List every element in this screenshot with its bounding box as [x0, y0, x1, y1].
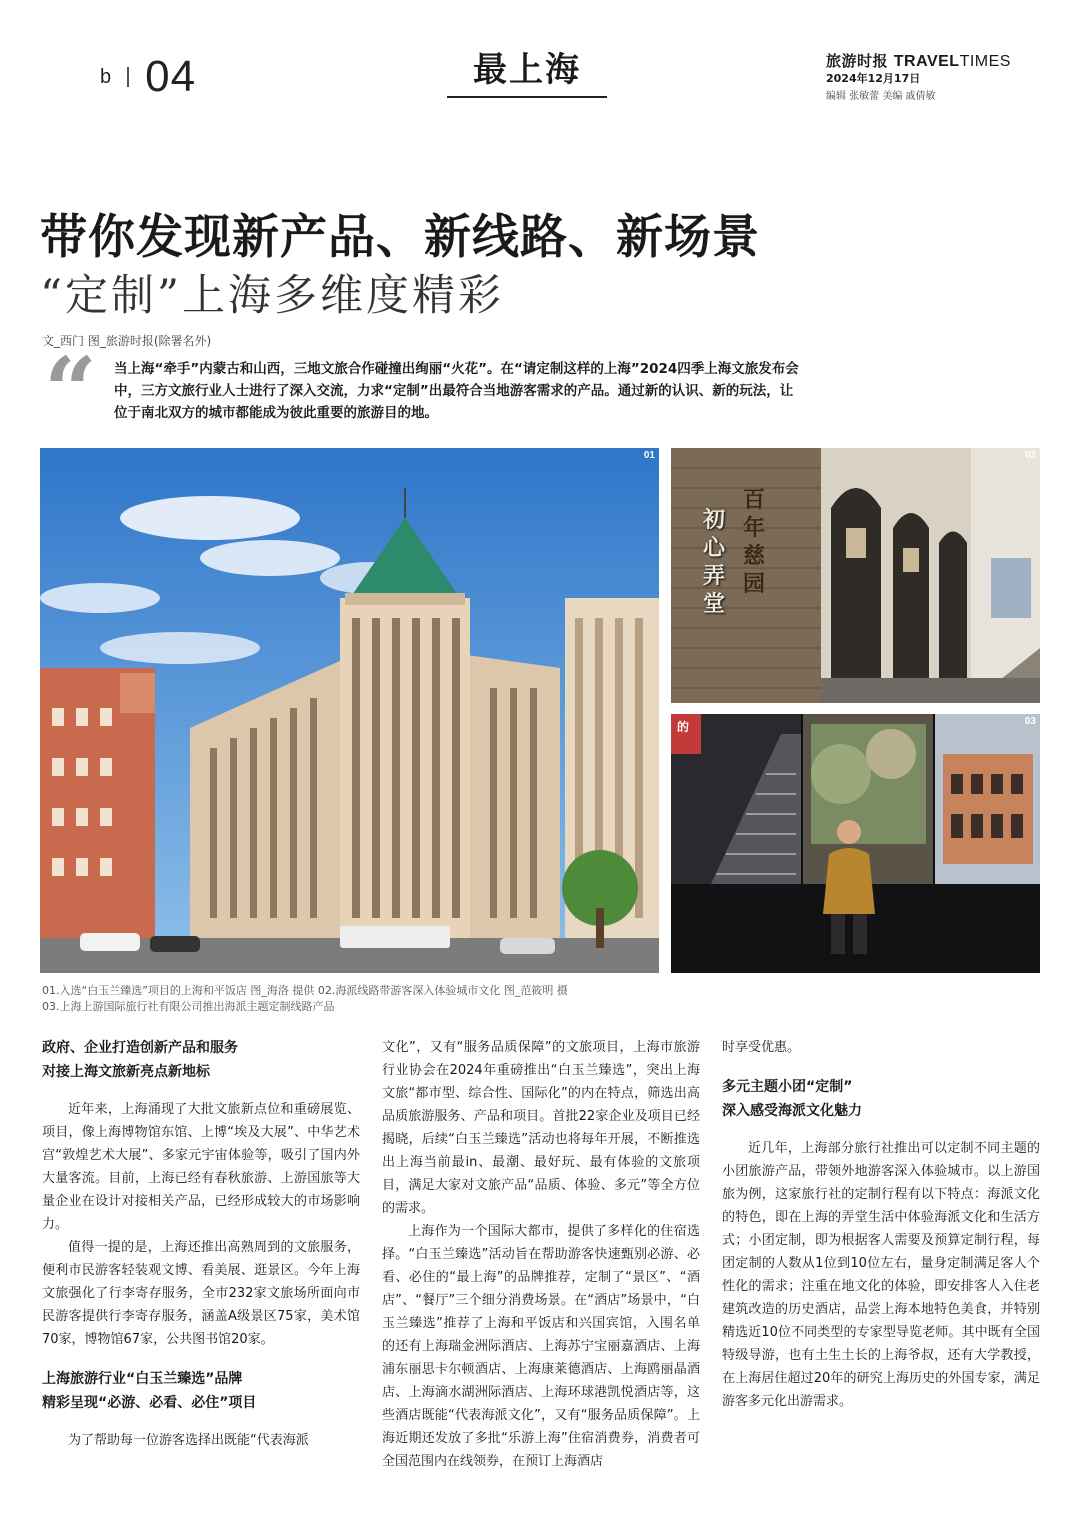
editors-credit: 编辑 张敏蕾 美编 戚倩敏 — [826, 91, 936, 102]
photo-captions — [42, 983, 722, 1015]
photo-lane-gallery — [671, 448, 1040, 703]
paragraph: 值得一提的是，上海还推出高熟周到的文旅服务，便利市民游客轻装观文博、看美展、逛景区。今年上海文旅强化了行李寄存服务，全市232家文旅场所面向市民游客提供行李寄存服务，涵盖A级景区75家，美术馆70家，博物馆67家，公共图书馆20家。 — [42, 1240, 360, 1347]
photo-tag-03: 03 — [1024, 716, 1036, 727]
page-number-block — [100, 52, 196, 102]
presentation-illustration — [671, 714, 1040, 973]
section-gap — [42, 1351, 360, 1367]
screen-word: 的 — [677, 720, 690, 734]
article-byline: 文_西门 图_旅游时报(除署名外) — [42, 334, 212, 348]
page-number: 04 — [145, 52, 197, 101]
paragraph: 近年来，上海涌现了大批文旅新点位和重磅展览、项目，像上海博物馆东馆、上博“埃及大展”、中华艺术宫“敦煌艺术大展”、多家元宇宙体验等，吸引了国内外大量客流。目前，上海已经有春秋旅游、上游国旅等大量企业在设计对接相关产品，已经形成较大的市场影响力。 — [42, 1102, 360, 1232]
section-heading-3 — [722, 1075, 1040, 1123]
photo-peace-hotel — [40, 448, 659, 973]
article-lead: 当上海“牵手”内蒙古和山西，三地文旅合作碰撞出绚丽“火花”。在“请定制这样的上海”2024四季上海文旅发布会中，三方文旅行业人士进行了深入交流，力求“定制”出最符合当地游客需求的产品。通过新的认识、新的玩法，让位于南北双方的城市都能成为彼此重要的旅游目的地。 — [114, 361, 799, 421]
paragraph: 为了帮助每一位游客选择出既能“代表海派 — [68, 1433, 309, 1448]
section-heading-1-line-a: 政府、企业打造创新产品和服务 — [42, 1040, 238, 1056]
article-headline: 带你发现新产品、新线路、新场景 — [40, 210, 760, 265]
caption-line-1: 01.入选“白玉兰臻选”项目的上海和平饭店 图_海洛 提供 02.海派线路带游客深入体验城市文化 图_范筱明 摄 — [42, 984, 568, 997]
article-column-1 — [42, 1036, 360, 1452]
section-heading-3-line-b: 深入感受海派文化魅力 — [722, 1103, 862, 1119]
page-number-divider — [127, 67, 129, 87]
sign-chuxin: 初心弄堂 — [702, 507, 725, 617]
section-heading-1 — [42, 1036, 360, 1084]
newspaper-name-en-bold: TRAVEL — [893, 53, 960, 70]
newspaper-name-en: TIMES — [959, 53, 1011, 70]
section-heading-2-line-a: 上海旅游行业“白玉兰臻选”品牌 — [42, 1371, 243, 1387]
article-column-2 — [382, 1036, 700, 1473]
paragraph-continued: 时享受优惠。 — [722, 1040, 801, 1055]
caption-line-2: 03.上海上游国际旅行社有限公司推出海派主题定制线路产品 — [42, 1000, 335, 1013]
paragraph-continued: 文化”，又有“服务品质保障”的文旅项目，上海市旅游行业协会在2024年重磅推出“白玉兰臻选”，突出上海文旅“都市型、综合性、国际化”的内在特点，筛选出高品质旅游服务、产品和项目。首批22家企业及项目已经揭晓，后续“白玉兰臻选”活动也将每年开展，不断推选出上海当前最in、最潮、最好玩、最有体验的文旅项目，满足大家对文旅产品“品质、体验、多元”等全方位的需求。 — [382, 1040, 700, 1216]
section-heading-1-line-b: 对接上海文旅新亮点新地标 — [42, 1064, 210, 1080]
newspaper-name-cn: 旅游时报 — [826, 52, 889, 70]
section-letter: b — [100, 65, 112, 88]
sign-baiyuan: 百年慈园 — [742, 487, 765, 597]
photo-tag-02: 02 — [1024, 450, 1036, 461]
section-heading-2 — [42, 1367, 360, 1415]
quote-mark-icon: “ — [44, 337, 97, 445]
section-gap — [722, 1059, 1040, 1075]
photo-presentation — [671, 714, 1040, 973]
column-title-rule — [447, 96, 607, 98]
paragraph: 上海作为一个国际大都市，提供了多样化的住宿选择。“白玉兰臻选”活动旨在帮助游客快速甄别必游、必看、必住的“最上海”的品牌推荐，定制了“景区”、“酒店”、“餐厅”三个细分消费场景。在“酒店”场景中，“白玉兰臻选”推荐了上海和平饭店和兴国宾馆，入围名单的还有上海瑞金洲际酒店、上海苏宁宝丽嘉酒店、上海浦东丽思卡尔顿酒店、上海康莱德酒店、上海鸥丽晶酒店、上海滴水湖洲际酒店、上海环球港凯悦酒店等，这些酒店既能“代表海派文化”，又有“服务品质保障”。上海近期还发放了多批“乐游上海”住宿消费券，消费者可全国范围内在线领券，在预订上海酒店 — [382, 1224, 700, 1469]
column-title: 最上海 — [473, 50, 581, 90]
paragraph: 近几年，上海部分旅行社推出可以定制不同主题的小团旅游产品，带领外地游客深入体验城市。以上游国旅为例，这家旅行社的定制行程有以下特点：海派文化的特色，即在上海的弄堂生活中体验海派文化和生活方式；小团定制，即为根据客人需要及预算定制行程，每团定制的人数从1位到10位左右，量身定制满足客人个性化的需求；注重在地文化的体验，即安排客人入住老建筑改造的历史酒店，品尝上海本地特色美食，并特别精选近10位不同类型的专家型导览老师。其中既有全国特级导游，也有土生土长的上海爷叔，还有大学教授，在上海居住超过20年的研究上海历史的外国专家，满足游客多元化出游需求。 — [722, 1141, 1040, 1409]
article-column-3 — [722, 1036, 1040, 1413]
article-subheadline: “定制”上海多维度精彩 — [40, 271, 504, 321]
peace-hotel-illustration — [40, 448, 659, 973]
section-heading-3-line-a: 多元主题小团“定制” — [722, 1079, 853, 1095]
photo-tag-01: 01 — [643, 450, 655, 461]
section-heading-2-line-b: 精彩呈现“必游、必看、必住”项目 — [42, 1395, 257, 1411]
newspaper-name — [826, 50, 1011, 71]
issue-date: 2024年12月17日 — [826, 72, 921, 85]
